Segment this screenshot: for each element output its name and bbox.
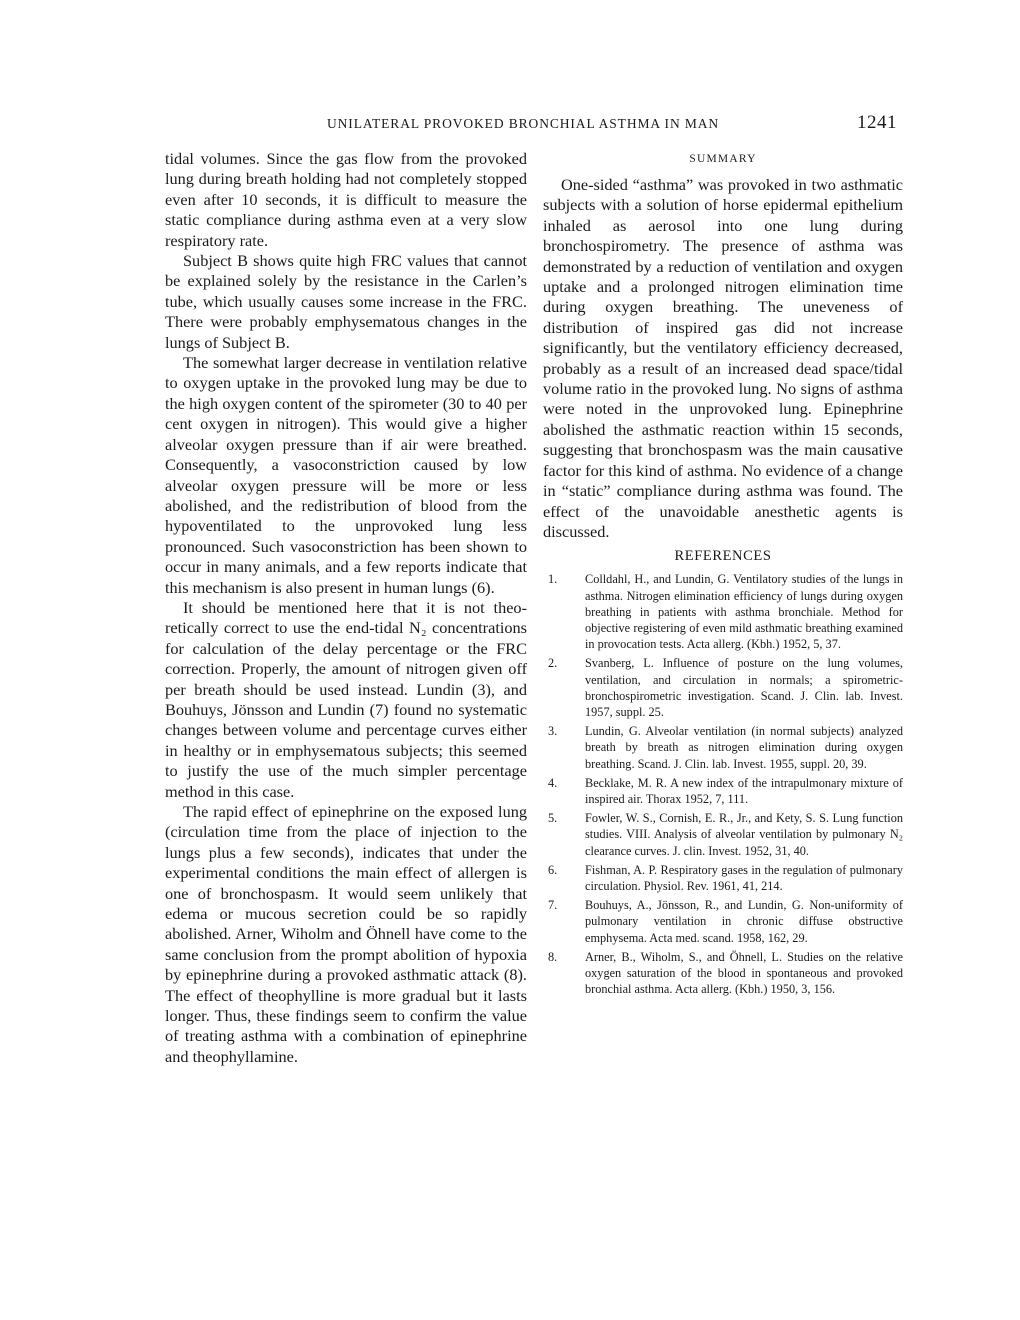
reference-item bbox=[543, 655, 903, 720]
page-number: 1241 bbox=[857, 112, 897, 133]
body-paragraph: Subject B shows quite high FRC values that cannot be explained solely by the resistance in the Carlen’s tube, which usually causes some increase in the FRC. There were probably emphysematous changes in the lungs of Subject B. bbox=[165, 251, 527, 352]
reference-number: 8. bbox=[548, 949, 558, 964]
body-paragraph: It should be mentioned here that it is not theoretically correct to use the end-tidal N₂ concentrations for calculation of the delay percentage or the FRC correction. Properly, the amount of nitrogen given off per breath should be used instead. Lundin (3), and Bouhuys, Jönsson and Lundin (7) found no systematic changes between volume and percentage curves either in healthy or in emphysematous subjects; this seemed to justify the use of the much simpler percentage method in this case. bbox=[165, 597, 527, 801]
reference-item bbox=[543, 571, 903, 652]
reference-text: Becklake, M. R. A new index of the intrapulmonary mixture of inspired air. Thorax 1952, 7, 111. bbox=[585, 775, 903, 806]
reference-number: 2. bbox=[548, 656, 558, 671]
body-paragraph: The rapid effect of epinephrine on the exposed lung (circulation time from the place of injection to the lungs plus a few seconds), indicates that under the experimental conditions the main effect of allergen is one of bronchospasm. It would seem unlikely that edema or mucous secretion could be so rapidly abolished. Arner, Wiholm and Öhnell have come to the same conclusion from the prompt abolition of hypoxia by epinephrine during a provoked asthmatic attack (8). The effect of theophylline is more gradual but it lasts longer. Thus, these findings seem to confirm the value of treating asthma with a combination of epinephrine and theophyllamine. bbox=[165, 802, 527, 1066]
summary-text: One-sided “asthma” was provoked in two asthmatic subjects with a solution of horse epidermal epithelium inhaled as aerosol into one lung during bronchospirometry. The presence of asthma was demonstrated by a reduction of ventilation and oxygen uptake and a prolonged nitrogen elimination time during oxygen breathing. The uneveness of distribution of inspired gas did not increase significantly, but the ventilatory efficiency decreased, probably as a result of an increased dead space/tidal volume ratio in the provoked lung. No signs of asthma were noted in the unprovoked lung. Epinephrine abolished the asthmatic reaction within 15 seconds, suggesting that bronchospasm was the main causative factor for this kind of asthma. No evidence of a change in “static” compliance during asthma was found. The effect of the unavoidable anesthetic agents is discussed. bbox=[543, 175, 903, 541]
body-paragraph: The somewhat larger decrease in ventilation relative to oxygen uptake in the provoked lung may be due to the high oxygen content of the spirometer (30 to 40 per cent oxygen in nitrogen). This would give a higher alveolar oxygen pressure than if air were breathed. Consequently, a vasoconstriction caused by low alveolar oxygen pressure will be more or less abolished, and the redistribution of blood from the hypoventilated to the unprovoked lung less pronounced. Such vasoconstriction has been shown to occur in many animals, and a few reports indicate that this mechanism is also present in human lungs (6). bbox=[165, 353, 527, 597]
reference-number: 1. bbox=[548, 572, 558, 587]
left-column bbox=[165, 149, 527, 1067]
reference-item bbox=[543, 775, 903, 807]
summary-heading: SUMMARY bbox=[689, 153, 757, 165]
reference-number: 4. bbox=[548, 775, 558, 790]
reference-text: Lundin, G. Alveolar ventilation (in normal subjects) analyzed breath by breath as nitrogen elimination during oxygen breathing. Scand. J. Clin. lab. Invest. 1955, suppl. 20, 39. bbox=[585, 724, 903, 771]
reference-item bbox=[543, 862, 903, 894]
running-head bbox=[0, 112, 1020, 136]
reference-number: 6. bbox=[548, 862, 558, 877]
reference-text: Fishman, A. P. Respiratory gases in the regulation of pulmonary circulation. Physiol. Rev. 1961, 41, 214. bbox=[585, 862, 903, 893]
reference-number: 7. bbox=[548, 898, 558, 913]
right-column bbox=[543, 149, 903, 1000]
reference-text: Arner, B., Wiholm, S., and Öhnell, L. Studies on the relative oxygen saturation of the blood in spontaneous and provoked bronchial asthma. Acta allerg. (Kbh.) 1950, 3, 156. bbox=[585, 949, 903, 997]
body-paragraph: tidal volumes. Since the gas flow from the provoked lung during breath holding had not completely stopped even after 10 seconds, it is difficult to measure the static compliance during asthma even at a very slow respiratory rate. bbox=[165, 149, 527, 250]
reference-item bbox=[543, 810, 903, 859]
reference-text: Bouhuys, A., Jönsson, R., and Lundin, G. Non-uniformity of pulmonary ventilation in chronic diffuse obstructive emphysema. Acta med. scand. 1958, 162, 29. bbox=[585, 898, 903, 945]
reference-number: 5. bbox=[548, 811, 558, 826]
reference-item bbox=[543, 897, 903, 946]
reference-text: Colldahl, H., and Lundin, G. Ventilatory studies of the lungs in asthma. Nitrogen elimination efficiency of lungs during oxygen breathing in patients with asthma bronchiale. Method for objective registering of even mild asthmatic breathing examined in provocation tests. Acta allerg. (Kbh.) 1952, 5, 37. bbox=[585, 572, 903, 652]
reference-item bbox=[543, 723, 903, 772]
references-list bbox=[543, 571, 903, 997]
running-title: UNILATERAL PROVOKED BRONCHIAL ASTHMA IN MAN bbox=[327, 116, 720, 131]
reference-item bbox=[543, 949, 903, 998]
reference-text: Svanberg, L. Influence of posture on the lung volumes, ventilation, and circulation in normals; a spirometric-bronchospirometric investigation. Scand. J. Clin. lab. Invest. 1957, suppl. 25. bbox=[585, 656, 903, 719]
reference-number: 3. bbox=[548, 724, 558, 739]
reference-text: Fowler, W. S., Cornish, E. R., Jr., and Kety, S. S. Lung function studies. VIII. Analysis of alveolar ventilation by pulmonary N₂ clearance curves. J. clin. Invest. 1952, 31, 40. bbox=[585, 811, 903, 858]
references-heading: REFERENCES bbox=[674, 548, 772, 565]
